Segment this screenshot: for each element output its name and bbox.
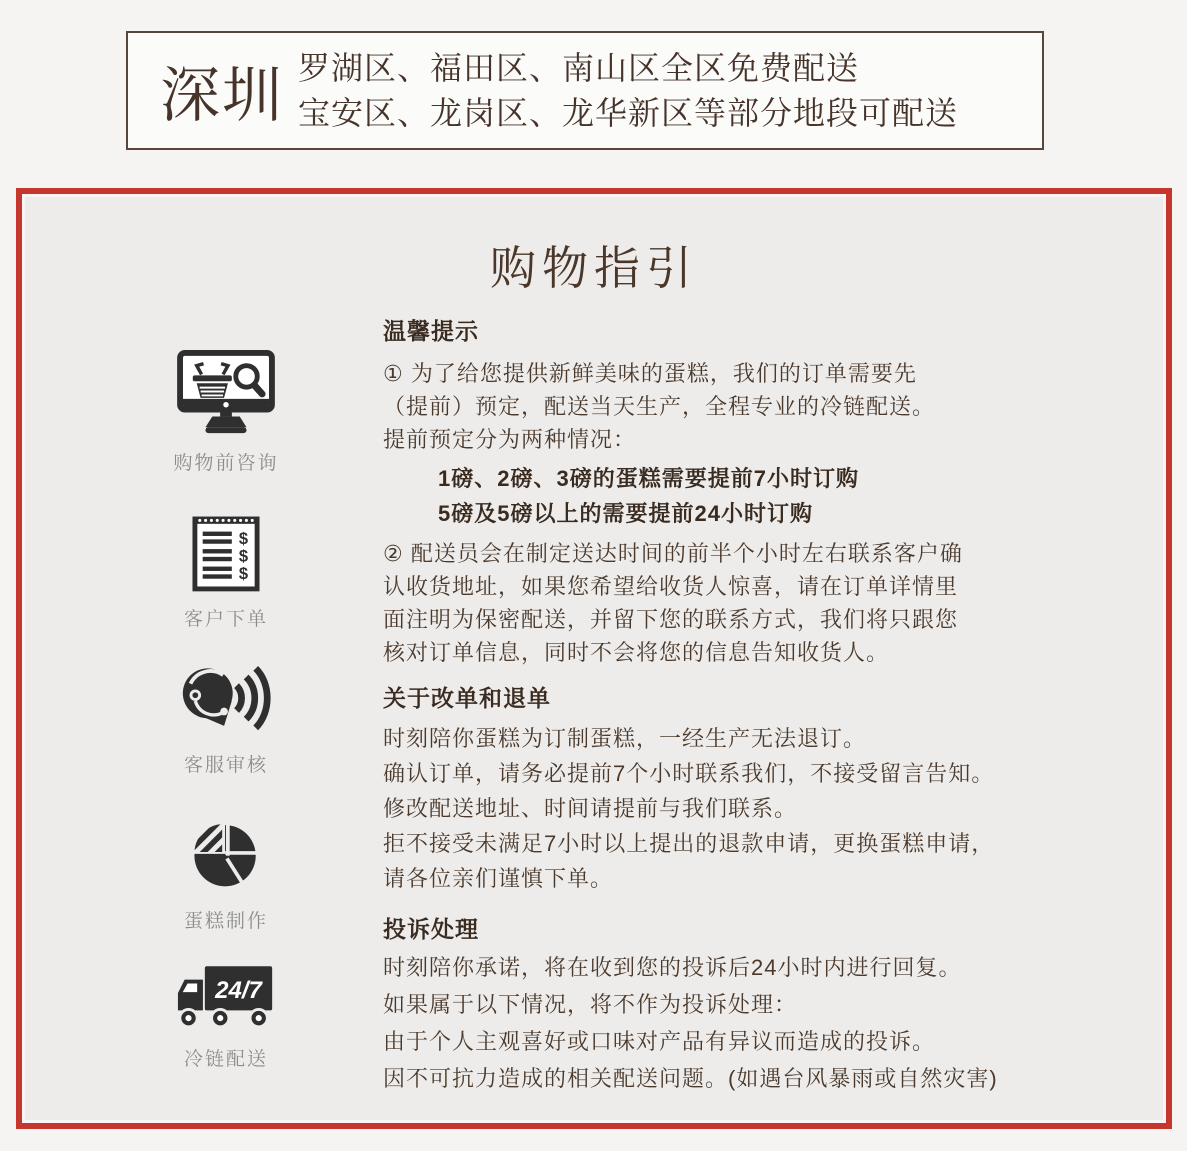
notice-line: （提前）预定，配送当天生产，全程专业的冷链配送。 [383,394,936,419]
rule-line: 5磅及5磅以上的需要提前24小时订购 [438,501,813,526]
step-label-consult: 购物前咨询 [173,453,279,474]
notice-line: 认收货地址，如果您希望给收货人惊喜，请在订单详情里 [383,574,959,599]
monitor-search-icon [177,350,275,436]
delivery-area-banner [126,31,1044,150]
rule-line: 1磅、2磅、3磅的蛋糕需要提前7小时订购 [438,466,859,491]
city-name: 深圳 [160,61,284,129]
complaint-line: 因不可抗力造成的相关配送问题。(如遇台风暴雨或自然灾害) [383,1066,998,1091]
guide-step-cake [140,810,312,933]
guide-step-consult [140,350,312,475]
guide-step-service [140,662,312,777]
svg-text:24/7: 24/7 [215,976,262,1004]
change-refund-paragraph [383,721,1073,896]
notice-paragraph-2 [383,537,1073,669]
headset-icon [179,662,273,738]
notice-line: ① 为了给您提供新鲜美味的蛋糕，我们的订单需要先 [383,361,917,386]
change-refund-line: 时刻陪你蛋糕为订制蛋糕，一经生产无法退订。 [383,726,867,751]
complaint-line: 时刻陪你承诺，将在收到您的投诉后24小时内进行回复。 [383,955,962,980]
change-refund-line: 请各位亲们谨慎下单。 [383,866,614,891]
order-receipt-icon [192,512,260,592]
notice-line: ② 配送员会在制定送达时间的前半个小时左右联系客户确 [383,541,963,566]
svg-text:$: $ [238,547,249,566]
step-label-service: 客服审核 [183,755,268,776]
guide-step-delivery [140,960,312,1071]
complaint-line: 由于个人主观喜好或口味对产品有异议而造成的投诉。 [383,1029,936,1054]
notice-line: 面注明为保密配送，并留下您的联系方式，我们将只跟您 [383,607,959,632]
guide-content [383,318,1073,1097]
truck-icon [176,960,276,1032]
partial-delivery-areas: 宝安区、龙岗区、龙华新区等部分地段可配送 [298,94,959,131]
step-label-order: 客户下单 [183,609,268,630]
step-label-delivery: 冷链配送 [183,1049,268,1070]
guide-step-order [140,512,312,631]
section-heading-complaint: 投诉处理 [383,916,479,942]
cake-icon [187,810,265,894]
notice-paragraph-1 [383,357,1073,456]
section-heading-change-refund: 关于改单和退单 [383,685,551,711]
complaint-line: 如果属于以下情况，将不作为投诉处理： [383,992,798,1017]
free-delivery-areas: 罗湖区、福田区、南山区全区免费配送 [298,49,860,86]
svg-text:$: $ [238,530,249,549]
delivery-area-lines [298,46,958,136]
complaint-paragraph [383,949,1073,1097]
change-refund-line: 修改配送地址、时间请提前与我们联系。 [383,796,798,821]
section-heading-notice: 温馨提示 [383,318,479,344]
page-title: 购物指引 [490,242,698,294]
notice-line: 提前预定分为两种情况： [383,427,637,452]
svg-text:$: $ [238,565,249,584]
change-refund-line: 确认订单，请务必提前7个小时联系我们，不接受留言告知。 [383,761,995,786]
shopping-guide-panel [16,188,1172,1129]
advance-order-rules [438,461,1073,531]
step-label-cake: 蛋糕制作 [183,911,268,932]
change-refund-line: 拒不接受未满足7小时以上提出的退款申请，更换蛋糕申请， [383,831,995,856]
notice-line: 核对订单信息，同时不会将您的信息告知收货人。 [383,640,890,665]
